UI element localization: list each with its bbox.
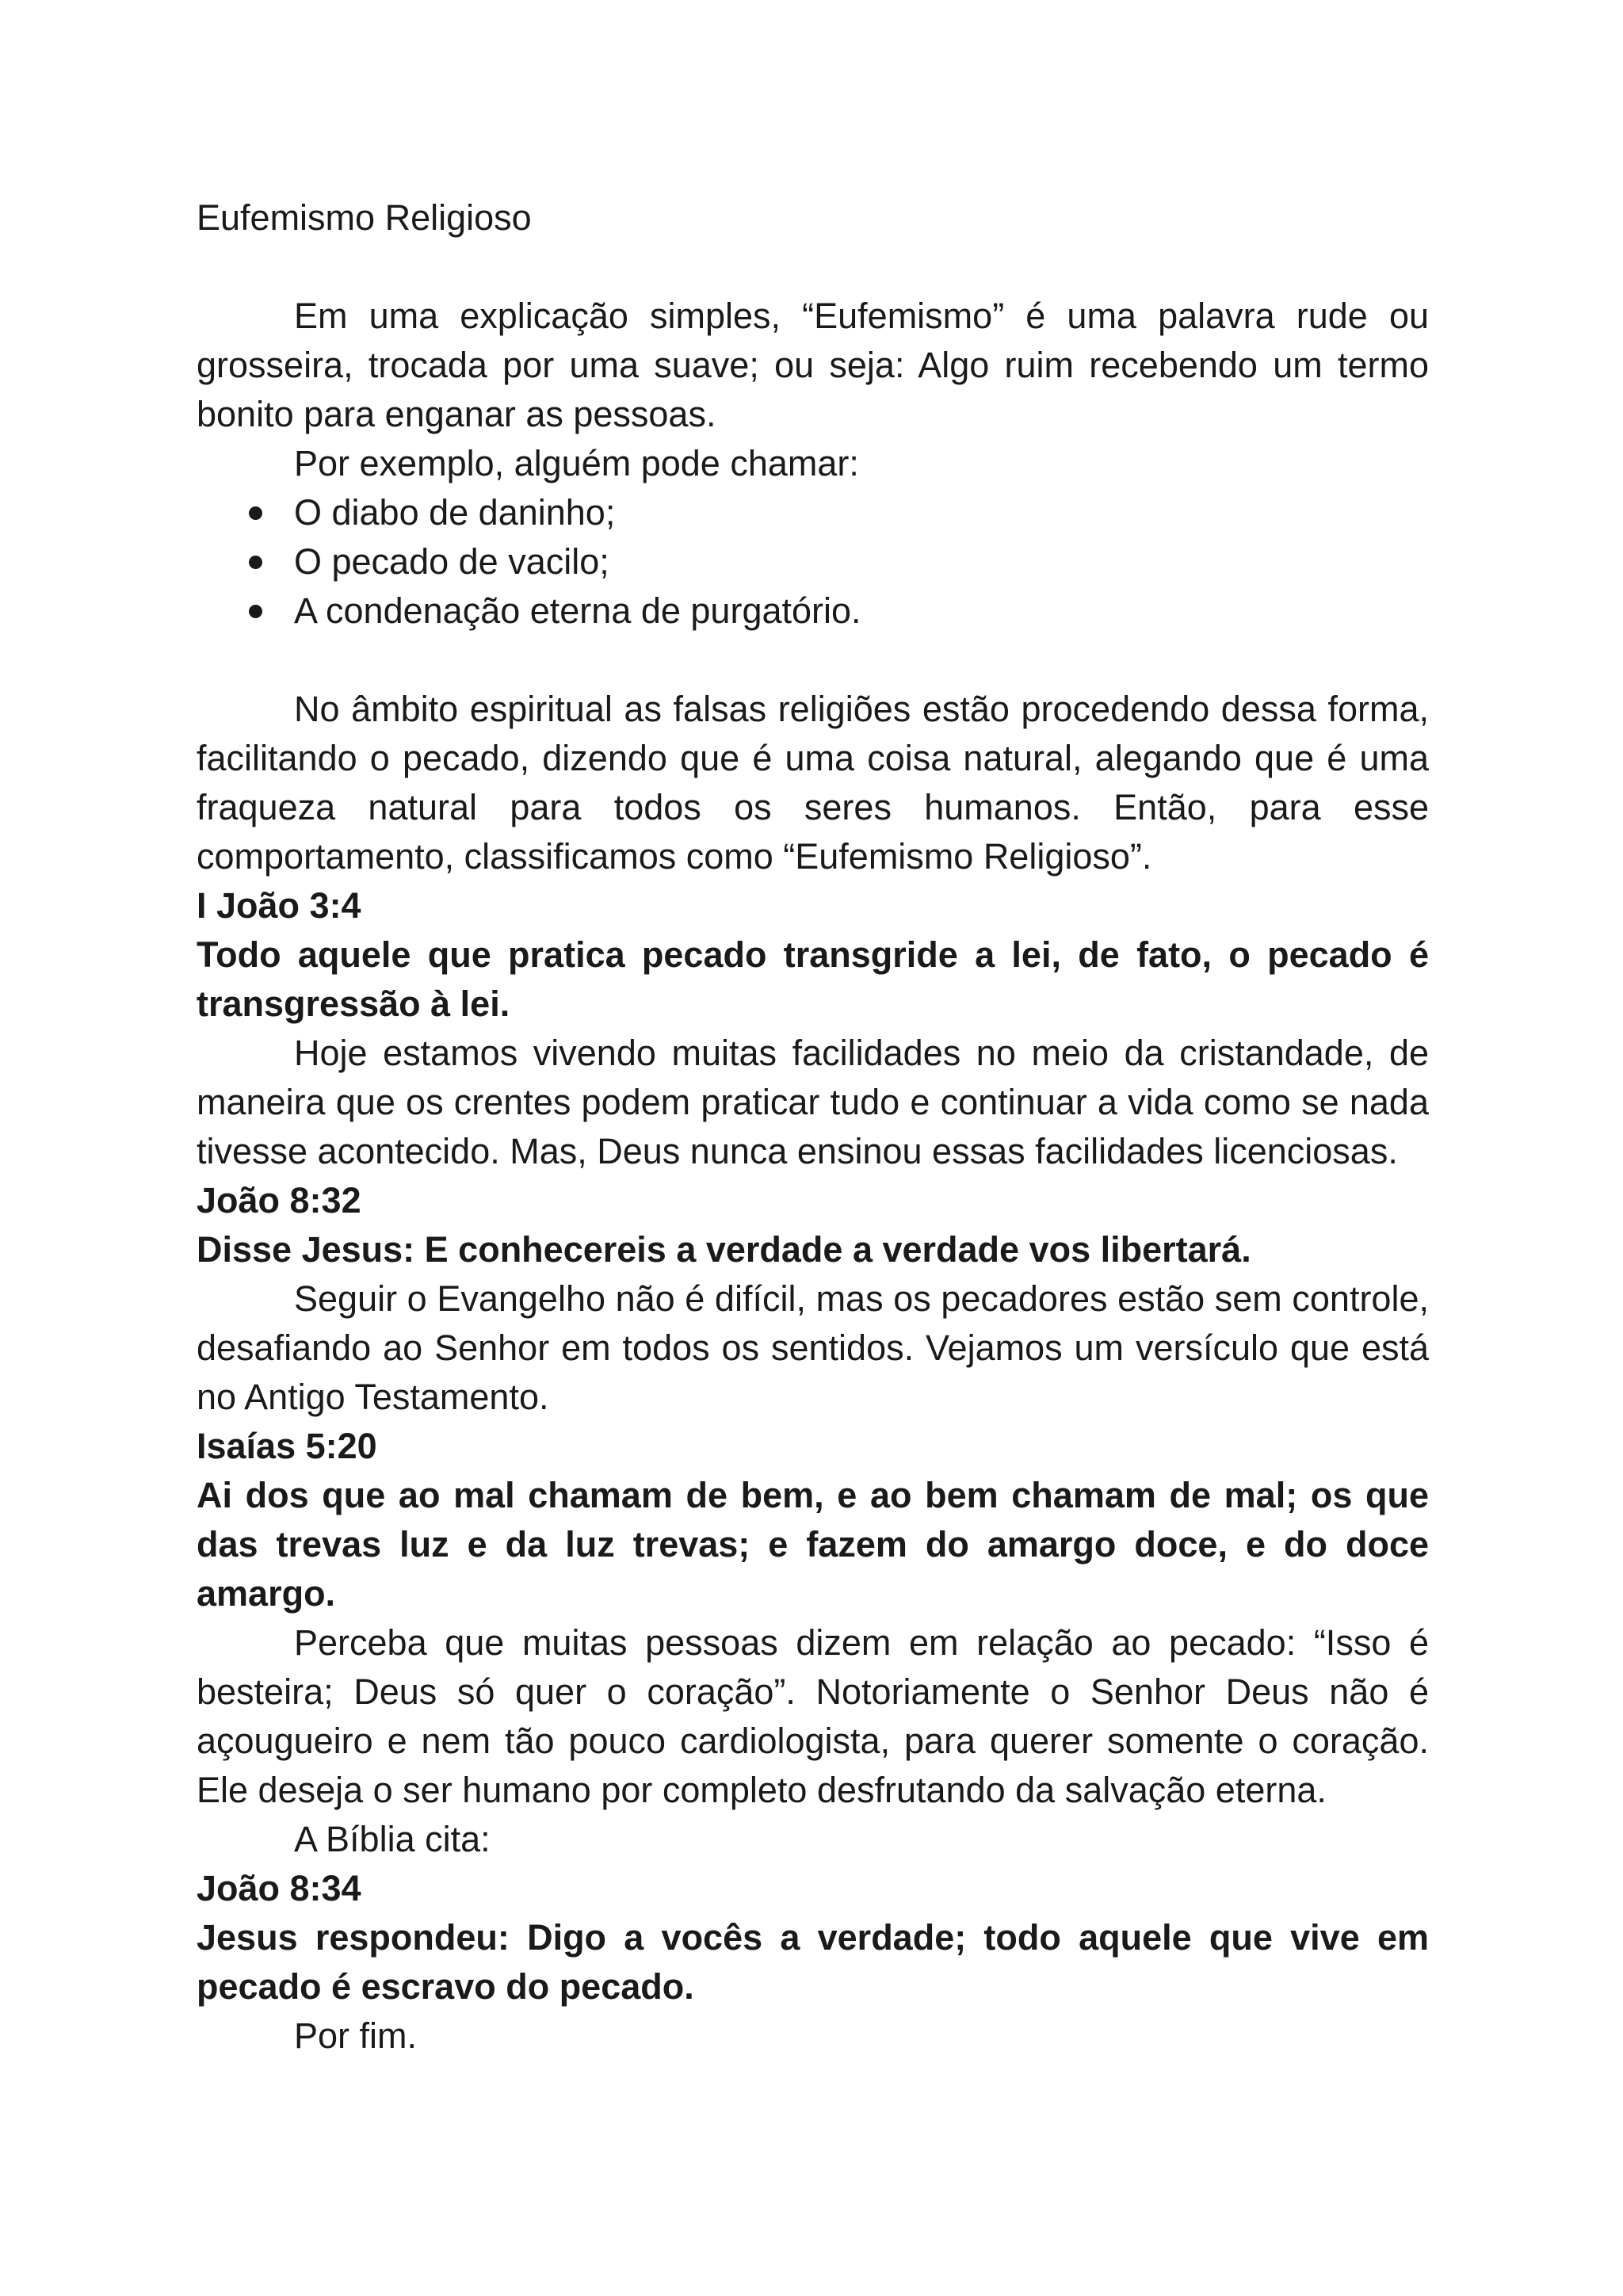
bible-verse: Jesus respondeu: Digo a vocês a verdade; todo aquele que vive em pecado é escravo do pecado. (197, 1917, 1429, 2007)
bullet-icon (249, 556, 262, 569)
bullet-icon (249, 506, 262, 520)
bible-verse: Disse Jesus: E conhecereis a verdade a verdade vos libertará. (197, 1229, 1251, 1270)
bible-reference: João 8:32 (197, 1180, 361, 1221)
example-list (197, 488, 1429, 636)
closing-line: Por fim. (294, 2015, 418, 2056)
list-item-text: O diabo de daninho; (294, 492, 616, 533)
bible-lead: A Bíblia cita: (294, 1819, 491, 1859)
paragraph-spacer (197, 636, 1429, 685)
document-page (197, 193, 1429, 2061)
body-paragraph: Seguir o Evangelho não é difícil, mas os pecadores estão sem controle, desafiando ao Senhor em todos os sentidos. Vejamos um versículo que está no Antigo Testamento. (197, 1278, 1429, 1417)
bible-verse: Ai dos que ao mal chamam de bem, e ao bem chamam de mal; os que das trevas luz e da luz trevas; e fazem do amargo doce, e do doce amargo. (197, 1475, 1429, 1614)
bullet-icon (249, 605, 262, 618)
body-paragraph: No âmbito espiritual as falsas religiões estão procedendo dessa forma, facilitando o pecado, dizendo que é uma coisa natural, alegando que é uma fraqueza natural para todos os seres humanos. Então, para esse comportamento, classificamos como “Eufemismo Religioso”. (197, 689, 1429, 877)
example-lead: Por exemplo, alguém pode chamar: (294, 443, 859, 483)
bible-reference: Isaías 5:20 (197, 1426, 377, 1466)
bible-reference: João 8:34 (197, 1868, 361, 1908)
list-item (197, 488, 1429, 537)
list-item-text: A condenação eterna de purgatório. (294, 590, 861, 631)
body-paragraph: Perceba que muitas pessoas dizem em relação ao pecado: “Isso é besteira; Deus só quer o coração”. Notoriamente o Senhor Deus não é açougueiro e nem tão pouco cardiologista, para querer somente o coração. Ele deseja o ser humano por completo desfrutando da salvação eterna. (197, 1622, 1429, 1810)
list-item (197, 537, 1429, 586)
document-title: Eufemismo Religioso (197, 197, 532, 238)
intro-paragraph: Em uma explicação simples, “Eufemismo” é uma palavra rude ou grosseira, trocada por uma suave; ou seja: Algo ruim recebendo um termo bonito para enganar as pessoas. (197, 296, 1429, 434)
body-paragraph: Hoje estamos vivendo muitas facilidades no meio da cristandade, de maneira que os crentes podem praticar tudo e continuar a vida como se nada tivesse acontecido. Mas, Deus nunca ensinou essas facilidades licenciosas. (197, 1033, 1429, 1171)
list-item (197, 586, 1429, 636)
list-item-text: O pecado de vacilo; (294, 541, 609, 582)
bible-verse: Todo aquele que pratica pecado transgride a lei, de fato, o pecado é transgressão à lei. (197, 934, 1429, 1024)
bible-reference: I João 3:4 (197, 885, 361, 926)
